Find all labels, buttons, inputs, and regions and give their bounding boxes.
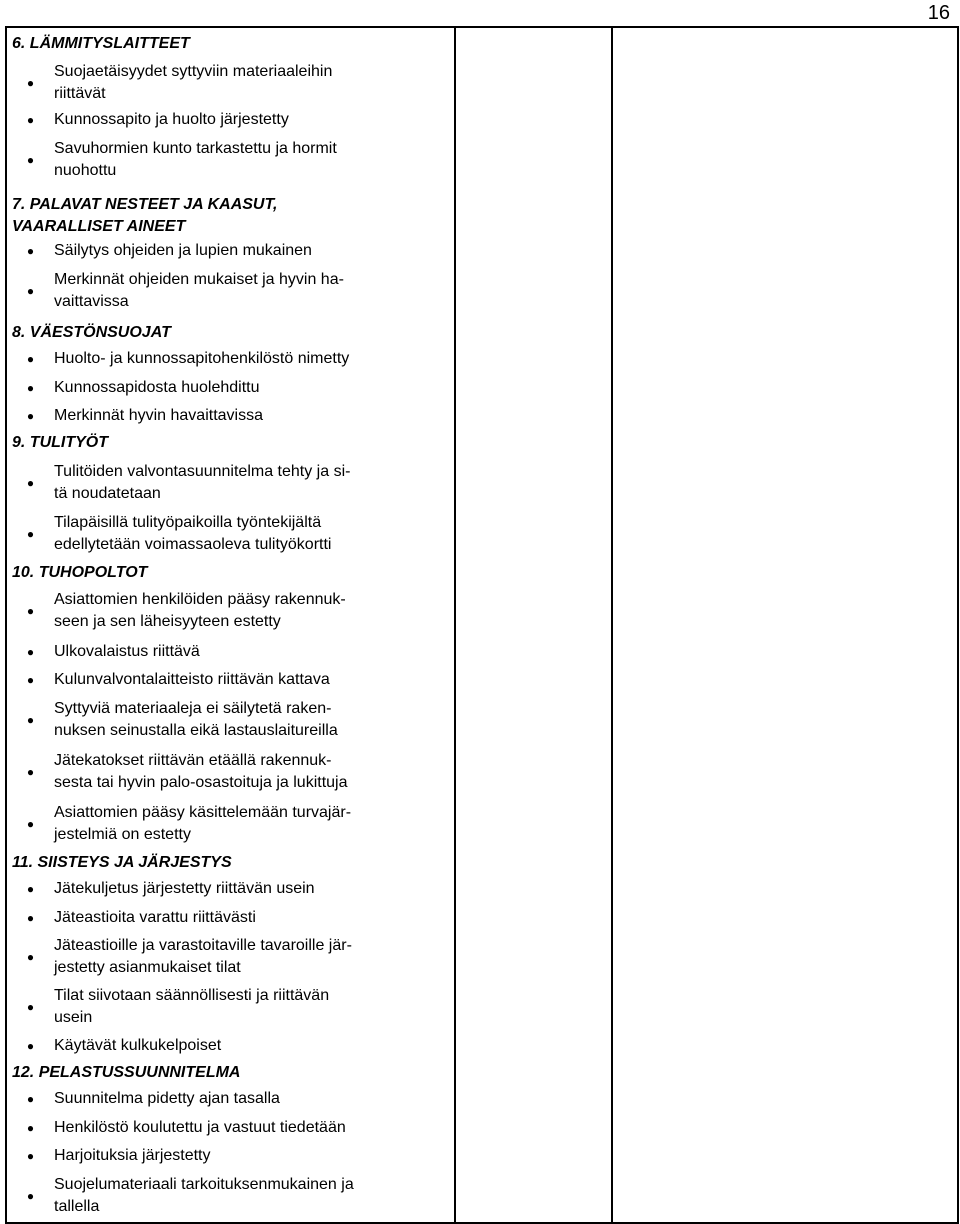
section-heading: [7, 850, 454, 874]
checklist-item-text: [54, 377, 448, 399]
checklist-item-text: [54, 698, 448, 742]
bullet-icon: ●: [26, 911, 35, 925]
checklist-items-column: [6, 27, 455, 1223]
checklist-item-text: [54, 1088, 448, 1110]
checklist-item-text: [54, 589, 448, 633]
checklist-item-text: [54, 641, 448, 663]
checklist-item-line: Huolto- ja kunnossapitohenkilöstö nimetty: [54, 350, 350, 367]
checklist-item-text: [54, 750, 448, 794]
section-heading-text: 9. TULITYÖT: [12, 434, 108, 451]
checklist-table: [5, 26, 959, 1224]
bullet-icon: ●: [26, 352, 35, 366]
checklist-item-text: [54, 348, 448, 370]
checklist-item-text: [54, 109, 448, 131]
checklist-item: [7, 238, 454, 264]
section-heading-text: 8. VÄESTÖNSUOJAT: [12, 324, 171, 341]
checklist-item-line: jestelmiä on estetty: [54, 826, 191, 843]
bullet-icon: ●: [26, 476, 35, 490]
page-number: 16: [927, 2, 950, 24]
checklist-item: [7, 55, 454, 107]
checklist-item-text: [54, 1145, 448, 1167]
checklist-item-text: [54, 1174, 448, 1218]
checklist-item-text: [54, 802, 448, 846]
checklist-item-line: vaittavissa: [54, 293, 129, 310]
checklist-item-line: usein: [54, 1009, 93, 1026]
checklist-item: [7, 694, 454, 746]
bullet-icon: ●: [26, 950, 35, 964]
checklist-item-line: Kunnossapito ja huolto järjestetty: [54, 111, 289, 128]
checklist-item: [7, 1142, 454, 1170]
checklist-item: [7, 932, 454, 982]
checklist-item-line: edellytetään voimassaoleva tulityökortti: [54, 536, 332, 553]
bullet-icon: ●: [26, 1000, 35, 1014]
bullet-icon: ●: [26, 527, 35, 541]
checklist-section: [7, 430, 454, 560]
bullet-icon: ●: [26, 113, 35, 127]
bullet-icon: ●: [26, 713, 35, 727]
checklist-item: [7, 374, 454, 402]
bullet-icon: ●: [26, 1149, 35, 1163]
notes-column: [612, 27, 958, 1223]
bullet-icon: ●: [26, 1039, 35, 1053]
checklist-item: [7, 798, 454, 850]
checklist-item-line: Tilapäisillä tulityöpaikoilla työntekijältä: [54, 514, 322, 531]
section-heading-text: 6. LÄMMITYSLAITTEET: [12, 35, 190, 52]
section-heading-text: 11. SIISTEYS JA JÄRJESTYS: [12, 854, 232, 871]
checklist-item: [7, 1032, 454, 1060]
checklist-item-line: Kunnossapidosta huolehdittu: [54, 379, 260, 396]
checklist-item-line: riittävät: [54, 84, 106, 102]
checklist-item-line: Jätekuljetus järjestetty riittävän usein: [54, 880, 315, 897]
section-heading: [7, 186, 454, 238]
bullet-icon: ●: [26, 604, 35, 618]
checklist-item-text: [54, 512, 448, 556]
checklist-item: [7, 904, 454, 932]
checklist-section: [7, 850, 454, 1060]
checklist-item: [7, 746, 454, 798]
section-heading-text: 12. PELASTUSSUUNNITELMA: [12, 1064, 241, 1081]
checklist-item-text: [54, 61, 448, 105]
bullet-icon: ●: [26, 673, 35, 687]
checklist-item-line: tä noudatetaan: [54, 485, 161, 502]
checklist-section: [7, 560, 454, 850]
checklist-item-line: Kulunvalvontalaitteisto riittävän kattava: [54, 671, 330, 688]
checklist-item-line: Merkinnät hyvin havaittavissa: [54, 407, 263, 424]
checklist-item: [7, 1114, 454, 1142]
bullet-icon: ●: [26, 817, 35, 831]
checklist-item: [7, 133, 454, 186]
checklist-item-line: Syttyviä materiaaleja ei säilytetä raken-: [54, 700, 332, 717]
bullet-icon: ●: [26, 75, 35, 90]
bullet-icon: ●: [26, 1189, 35, 1203]
checklist-item: [7, 508, 454, 560]
checklist-item-line: Asiattomien henkilöiden pääsy rakennuk-: [54, 591, 346, 608]
section-heading-text: VAARALLISET AINEET: [12, 218, 186, 235]
checklist-item-text: [54, 1117, 448, 1139]
checklist-item-text: [54, 240, 448, 262]
checklist-item-line: jestetty asianmukaiset tilat: [54, 959, 241, 976]
checklist-item-line: Suojaetäisyydet syttyviin materiaaleihin: [54, 62, 333, 80]
bullet-icon: ●: [26, 1121, 35, 1135]
checklist-item-text: [54, 935, 448, 979]
section-heading-text: 7. PALAVAT NESTEET JA KAASUT,: [12, 196, 278, 213]
checklist-item-line: Jäteastioita varattu riittävästi: [54, 909, 256, 926]
checklist-item-line: Merkinnät ohjeiden mukaiset ja hyvin ha-: [54, 271, 344, 288]
checklist-item: [7, 638, 454, 666]
bullet-icon: ●: [26, 244, 35, 258]
checklist-section: [7, 186, 454, 318]
checklist-item: [7, 264, 454, 318]
bullet-icon: ●: [26, 645, 35, 659]
checklist-item: [7, 1084, 454, 1114]
checklist-item-text: [54, 985, 448, 1029]
checklist-item-line: Suojelumateriaali tarkoituksenmukainen ja: [54, 1176, 354, 1193]
checklist-item-text: [54, 405, 448, 427]
checklist-item-line: Ulkovalaistus riittävä: [54, 643, 200, 660]
checklist-item-text: [54, 269, 448, 313]
checklist-item-line: Tulitöiden valvontasuunnitelma tehty ja si-: [54, 463, 351, 480]
checklist-item: [7, 1170, 454, 1222]
checklist-item-line: Harjoituksia järjestetty: [54, 1147, 211, 1164]
checklist-item: [7, 344, 454, 374]
bullet-icon: ●: [26, 882, 35, 896]
checklist-item: [7, 982, 454, 1032]
bullet-icon: ●: [26, 1092, 35, 1106]
checklist-item-line: Asiattomien pääsy käsittelemään turvajär-: [54, 804, 352, 821]
checklist-item-line: seen ja sen läheisyyteen estetty: [54, 613, 281, 630]
bullet-icon: ●: [26, 409, 35, 423]
checklist-section: [7, 1060, 454, 1222]
section-heading: [7, 28, 454, 55]
checklist-item: [7, 874, 454, 904]
checklist-item-text: [54, 461, 448, 505]
checklist-item: [7, 454, 454, 508]
checklist-item: [7, 584, 454, 638]
section-heading-text: 10. TUHOPOLTOT: [12, 564, 148, 581]
checklist-item: [7, 402, 454, 430]
checklist-item-text: [54, 907, 448, 929]
checklist-item-line: Jätekatokset riittävän etäällä rakennuk-: [54, 752, 332, 769]
bullet-icon: ●: [26, 284, 35, 298]
bullet-icon: ●: [26, 152, 35, 167]
checklist-item-line: Suunnitelma pidetty ajan tasalla: [54, 1090, 280, 1107]
checklist-item-line: Jäteastioille ja varastoitaville tavaroille jär-: [54, 937, 352, 954]
checklist-item: [7, 107, 454, 133]
checklist-item-line: Henkilöstö koulutettu ja vastuut tiedetään: [54, 1119, 346, 1136]
checklist-item-line: Savuhormien kunto tarkastettu ja hormit: [54, 139, 337, 157]
bullet-icon: ●: [26, 381, 35, 395]
status-column: [455, 27, 612, 1223]
checklist-item-text: [54, 878, 448, 900]
checklist-item-text: [54, 669, 448, 691]
section-heading: [7, 560, 454, 584]
section-heading: [7, 318, 454, 344]
section-heading: [7, 1060, 454, 1084]
bullet-icon: ●: [26, 765, 35, 779]
checklist-item-line: Tilat siivotaan säännöllisesti ja riittävän: [54, 987, 330, 1004]
checklist-item-line: tallella: [54, 1198, 100, 1215]
checklist-item-line: nuohottu: [54, 161, 117, 179]
checklist-section: [7, 318, 454, 430]
section-heading: [7, 430, 454, 454]
checklist-sections: [7, 28, 454, 1222]
checklist-item: [7, 666, 454, 694]
checklist-item-text: [54, 1035, 448, 1057]
checklist-item-line: nuksen seinustalla eikä lastauslaitureilla: [54, 722, 338, 739]
checklist-item-line: sesta tai hyvin palo-osastoituja ja lukittuja: [54, 774, 348, 791]
checklist-item-text: [54, 138, 448, 182]
checklist-item-line: Käytävät kulkukelpoiset: [54, 1037, 222, 1054]
checklist-item-line: Säilytys ohjeiden ja lupien mukainen: [54, 242, 312, 259]
checklist-section: [7, 28, 454, 186]
